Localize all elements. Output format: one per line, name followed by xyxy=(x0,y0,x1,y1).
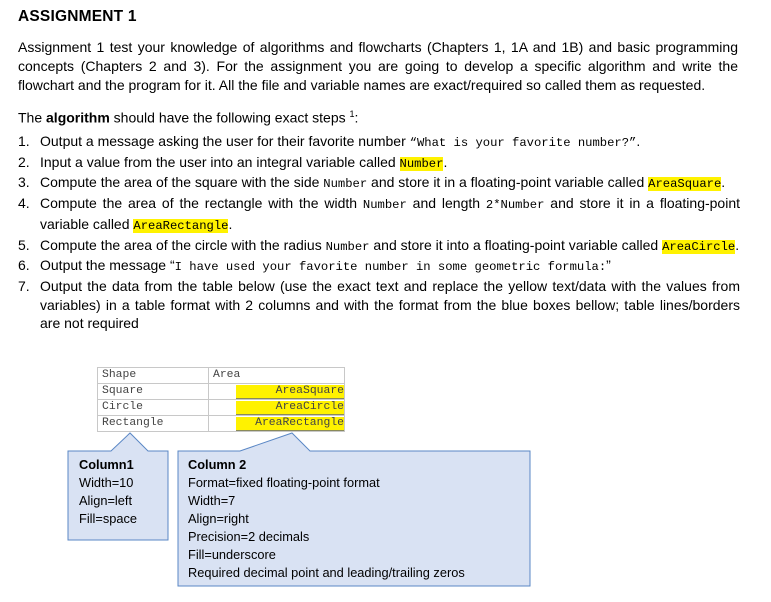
callout-1-line: Align=left xyxy=(79,493,132,508)
step-code: 2*Number xyxy=(485,198,545,213)
table-value-highlight: AreaCircle xyxy=(236,401,344,415)
step-text: Compute the area of the square with the side xyxy=(40,174,324,191)
intro-paragraph: Assignment 1 test your knowledge of algorithms and flowcharts (Chapters 1, 1A and 1B) and basic programming concepts (Chapters 2 and 3). For the assignment you are going to develop a specific algorithm and write the flowchart and the program for it. All the file and variable names are exact/required so called them as requested. xyxy=(18,39,738,93)
algorithm-intro-after: should have the following exact steps xyxy=(109,109,350,126)
step-number: 5. xyxy=(18,236,30,253)
table-value-highlight: AreaRectangle xyxy=(236,417,344,431)
step-text: . xyxy=(636,133,641,149)
variable-highlight: Number xyxy=(399,156,444,171)
callout-column1 xyxy=(79,456,137,528)
table-header-area: Area xyxy=(213,369,241,382)
step-code: I have used your favorite number in some geometric formula: xyxy=(174,260,607,275)
step-code: Number xyxy=(325,239,370,254)
footnote-marker: 1 xyxy=(349,109,355,119)
callout-2-line: Format=fixed floating-point format xyxy=(188,475,380,490)
algorithm-intro-before: The xyxy=(18,109,47,126)
step-text: . xyxy=(443,153,448,170)
step-code: “What is your favorite number?” xyxy=(409,136,637,150)
step-code: Number xyxy=(323,177,368,192)
callout-2-line: Align=right xyxy=(188,511,249,526)
step-text: . xyxy=(721,174,726,191)
algorithm-keyword: algorithm xyxy=(46,109,110,126)
algorithm-intro-colon: : xyxy=(354,109,359,126)
step-text: and store it into a floating-point variable called xyxy=(369,236,663,253)
table-value-highlight: AreaSquare xyxy=(236,385,344,399)
callout-2-line: Width=7 xyxy=(188,493,236,508)
callout-2-line: Fill=underscore xyxy=(188,547,276,562)
variable-highlight: AreaRectangle xyxy=(133,218,229,233)
step-text: ” xyxy=(606,257,611,274)
table-cell-label: Square xyxy=(98,383,209,399)
step-text: Output a message asking the user for their favorite number xyxy=(40,133,410,149)
callout-1-line: Width=10 xyxy=(79,475,134,490)
table-cell-label: Rectangle xyxy=(98,415,209,431)
step-number: 7. xyxy=(18,277,30,294)
step-text: and store it in a floating-point variable called xyxy=(40,195,740,232)
step-text: Compute the area of the circle with the radius xyxy=(40,236,326,253)
step-number: 4. xyxy=(18,195,30,212)
callout-column2 xyxy=(188,456,465,582)
step-number: 1. xyxy=(18,133,30,149)
step-number: 3. xyxy=(18,174,30,191)
callout-2-line: Required decimal point and leading/trailing zeros xyxy=(188,565,465,580)
step-text: Output the message “ xyxy=(40,257,175,274)
step-text: and store it in a floating-point variable called xyxy=(367,174,649,191)
step-code: Number xyxy=(362,198,407,213)
step-text: . xyxy=(735,236,740,253)
step-text: . xyxy=(228,215,233,232)
table-cell-label: Shape xyxy=(98,368,209,384)
table-cell-label: Circle xyxy=(98,399,209,415)
step-number: 2. xyxy=(18,153,30,170)
step-text: Output the data from the table below (use the exact text and replace the yellow text/data with the values from variables) in a table format with 2 columns and with the format from the blue boxes bellow; table lines/borders are not required xyxy=(40,277,740,332)
callout-1-heading: Column1 xyxy=(79,457,134,472)
step-text: and length xyxy=(406,195,486,212)
step-text: Input a value from the user into an integral variable called xyxy=(40,153,400,170)
callout-2-heading: Column 2 xyxy=(188,457,247,472)
step-number: 6. xyxy=(18,257,30,274)
page-title: ASSIGNMENT 1 xyxy=(18,8,137,25)
variable-highlight: AreaSquare xyxy=(648,177,722,192)
variable-highlight: AreaCircle xyxy=(662,239,736,254)
step-text: Compute the area of the rectangle with the width xyxy=(40,195,363,212)
callout-1-line: Fill=space xyxy=(79,511,137,526)
callout-2-line: Precision=2 decimals xyxy=(188,529,310,544)
